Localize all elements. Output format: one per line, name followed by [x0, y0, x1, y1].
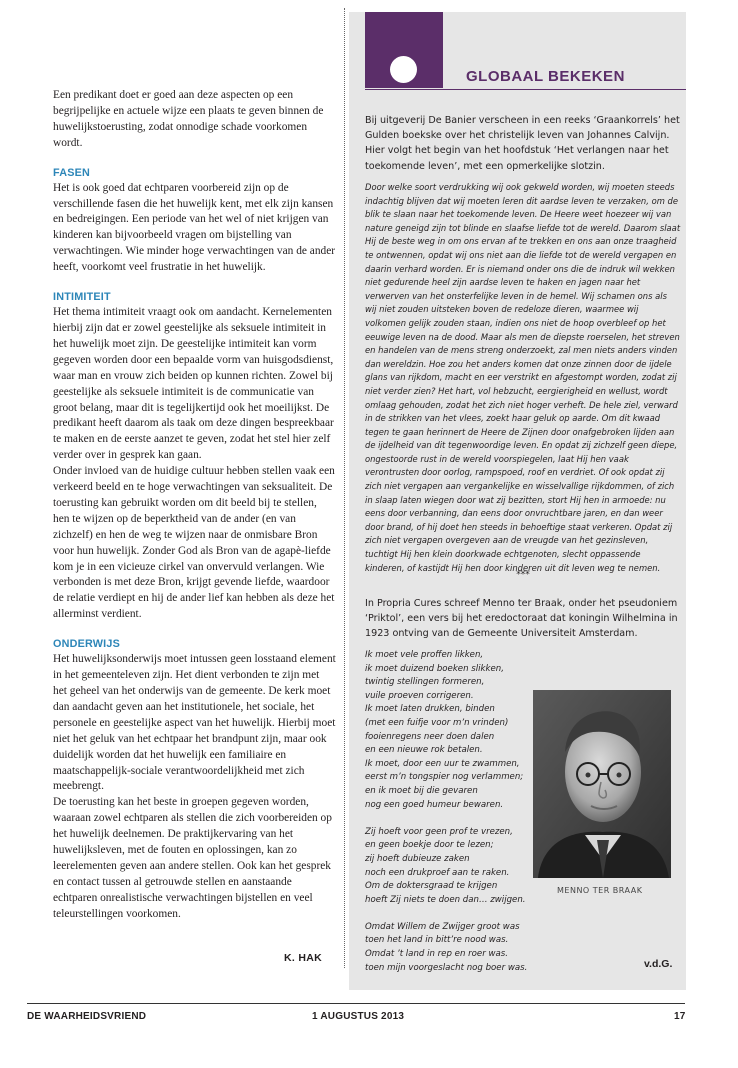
article-author: K. HAK: [284, 952, 322, 964]
poem-line: twintig stellingen formeren,: [365, 677, 485, 688]
page-number: 17: [674, 1011, 686, 1022]
calvijn-quote: Door welke soort verdrukking wij ook gekweld worden, wij moeten steeds indachtig blijven dat wij moeten leren dit aardse leven te verzaken, om de blik te slaan naar het toekomende leven. De Heere weet hoezeer wij van nature geneigd zijn tot blinde en slaafse liefde tot de wereld. Daarom slaat Hij de beste weg in om ons ervan af te trekken en ons aan onze traagheid te ontwennen, opdat wij ons niet aan die liefde tot de wereld vergapen en daarin verhard worden. Er is niemand onder ons die de indruk wil wekken niet gedurende heel zijn aardse leven te haken en jagen naar het verwerven van het onsterfelijke leven in de hemel. Wij schamen ons als wij niet zouden uitsteken boven de redeloze dieren, waarmee wij volkomen gelijk zouden staan, indien ons niet de hoop overbleef op het eeuwige leven na de dood. Maar als men de diepste roerselen, het streven en handelen van de mens streng onderzoekt, zal men niets anders vinden dan wereldzin. Hoe zou het anders komen dat onze zinnen door de ijdele glans van rijkdom, macht en eer verstrikt en afgestompt worden, zodat zij niet verder zien? Het hart, vol hebzucht, eergierigheid en wellust, wordt omlaag gehouden, zodat het zich niet hoger verheft. De hele ziel, verward in de strikken van het vlees, zoekt haar geluk op aarde. Om dit kwaad tegen te gaan herinnert de Heere de Zijnen door onafgebroken lijden aan de ijdelheid van dit tegenwoordige leven. En opdat zij zichzelf geen diepe, ongestoorde rust in de wereld voorspiegelen, laat Hij hen vaak verontrusten door oorlog, rampspoed, roof en verdriet. Of ook opdat zij zich niet vergapen aan vergankelijke en wisselvallige rijkdommen, of zich in slaap laten wiegen door wat zij bezitten, stort Hij hen in armoede: nu eens door verbanning, dan eens door onvruchtbare jaren, en dan weer door brand, of hij doet hen steeds in behoeftige staat verkeren. Opdat zij zich niet vergapen overgeven aan de vreugde van het gezinsleven, tuchtigt Hij hen klein doorkwade echtgenoten, slecht oppassende kinderen, of kastijdt Hij hen door kinderen uit dit leven weg te nemen.: [365, 182, 681, 573]
article-paragraph: De toerusting kan het beste in groepen gegeven worden, waaraan zowel echtparen als stellen die zich voorbereiden op het huwelijk deelnemen. De praktijkervaring van het huwelijksleven, met de fouten en oplossingen, kan zo leerelementen geven aan andere stellen. Ook kan het gesprek en contact tussen al getrouwde stellen en aanstaande echtparen onrealistische verwachtingen bijstellen en veel teleurstellingen voorkomen.: [53, 796, 332, 920]
poem-line: Omdat ’t land in rep en roer was.: [365, 949, 508, 960]
poem-line: Ik moet vele proffen likken,: [365, 650, 484, 660]
section-heading-onderwijs: ONDERWIJS: [53, 638, 120, 651]
section-heading-fasen: FASEN: [53, 166, 90, 179]
sidebar-author: v.d.G.: [644, 958, 673, 970]
poem-line: en ik moet bij die gevaren: [365, 785, 478, 796]
portrait-illustration: [533, 690, 671, 878]
poem-line: vuile proeven corrigeren.: [365, 690, 474, 701]
article-paragraph: Het huwelijksonderwijs moet intussen geen losstaand element in het gemeenteleven zijn. Het dient verbonden te zijn met het geheel van het onderwijs van de gemeente. De kerk moet dan aandacht geven aan het institutionele, het sociale, het personele en geestelijke aspect van het huwelijk. Hierbij moet niet het geluk van het echtpaar het brandpunt zijn, maar ook duidelijk worden dat het huwelijk een familiaire en maatschappelijk-sociale verantwoordelijkheid met zich meebrengt.: [53, 653, 336, 793]
poem-line: en een nieuwe rok betalen.: [365, 745, 483, 756]
section-separator: ***: [516, 570, 530, 580]
sidebar-intro-2: In Propria Cures schreef Menno ter Braak, onder het pseudoniem ‘Priktol’, een vers bij het eredoctoraat dat koningin Wilhelmina in 1923 ontving van de Gemeente Universiteit Amsterdam.: [365, 598, 678, 640]
poem-line: toen mijn voorgeslacht nog boer was.: [365, 962, 528, 973]
poem-line: Om de doktersgraad te krijgen: [365, 881, 498, 892]
magazine-name: DE WAARHEIDSVRIEND: [27, 1011, 147, 1022]
poem-line: nog een goed humeur bewaren.: [365, 799, 504, 810]
title-divider: [365, 89, 686, 90]
poem-line: (met een fuifje voor m’n vrinden): [365, 717, 509, 728]
poem-line: toen het land in bitt’re nood was.: [365, 935, 509, 946]
poem-line: Ik moet laten drukken, binden: [365, 704, 495, 715]
footer-divider: [27, 1003, 685, 1004]
article-paragraph: Het thema intimiteit vraagt ook om aandacht. Kernelementen hierbij zijn dat er zowel geestelijke als seksuele intimiteit in het huwelijk moet zijn. De geestelijke intimiteit kan vorm gegeven worden door een bepaalde vorm van huisgodsdienst, waar man en vrouw zich beiden op kunnen richten. Zowel bij geestelijke als seksuele intimiteit is de communicatie van groot belang, maar dit is tegelijkertijd ook het moeilijkst. De predikant heeft daarom als taak om deze dingen bespreekbaar te maken en de eerste aanzet te geven, zodat het stel hier zelf verder over in gesprek kan gaan.: [53, 306, 334, 462]
poem-line: eerst m’n tongspier nog verlammen;: [365, 772, 524, 783]
poem-line: zij hoeft dubieuze zaken: [365, 853, 470, 864]
sidebar-intro: Bij uitgeverij De Banier verscheen in een reeks ‘Graankorrels’ het Gulden boekske over het christelijk leven van Johannes Calvijn. Hier volgt het begin van het hoofdstuk ‘Het verlangen naar het toekomende leven’, met een opmerkelijke slotzin.: [365, 115, 680, 172]
sidebar-title: GLOBAAL BEKEKEN: [466, 68, 625, 85]
portrait-photo: [533, 690, 671, 878]
article-intro: Een predikant doet er goed aan deze aspecten op een begrijpelijke en actuele wijze een plaats te geven binnen de huwelijkstoerusting, zodat onnodige schade voorkomen wordt.: [53, 89, 324, 149]
section-heading-intimiteit: INTIMITEIT: [53, 291, 111, 304]
poem-line: Omdat Willem de Zwijger groot was: [365, 921, 520, 932]
article-paragraph: Onder invloed van de huidige cultuur hebben stellen vaak een verkeerd beeld en te hoge verwachtingen van seksualiteit. De toerusting kan gebruikt worden om dit beeld bij te stellen, hen te wijzen op de beperktheid van de ander (en van zichzelf) en hen de weg te wijzen naar de onmisbare Bron voor hun huwelijk. Zonder God als Bron van de agapè-liefde kom je in een vicieuze cirkel van onvervuld verlangen. Wie verbonden is met deze Bron, krijgt gevende liefde, waardoor de relatie verdiept en hij de ander lief kan hebben als deze het allerminst verdient.: [53, 465, 335, 621]
poem-line: fooienregens neer doen dalen: [365, 731, 495, 742]
article-paragraph: Het is ook goed dat echtparen voorbereid zijn op de verschillende fasen die het huwelijk kent, met elk zijn kansen en bedreigingen. Een periode van het wel of niet krijgen van kinderen kan bijvoorbeeld vragen om bijstelling van verwachtingen. Wie minder hoge verwachtingen van de ander heeft, voorkomt veel frustratie in het huwelijk.: [53, 181, 336, 274]
photo-caption: MENNO TER BRAAK: [557, 886, 643, 895]
poem-line: hoeft Zij niets te doen dan… zwijgen.: [365, 894, 526, 905]
circle-icon: [390, 56, 417, 83]
poem-line: en geen boekje door te lezen;: [365, 840, 494, 851]
article-column: [53, 88, 336, 923]
stanza-break: [365, 812, 535, 826]
poem: [365, 649, 535, 975]
poem-line: Ik moet, door een uur te zwammen,: [365, 758, 520, 769]
issue-date: 1 AUGUSTUS 2013: [312, 1011, 405, 1022]
column-divider: [344, 8, 345, 968]
stanza-break: [365, 907, 535, 921]
poem-line: Zij hoeft voor geen prof te vrezen,: [365, 826, 513, 837]
poem-line: ik moet duizend boeken slikken,: [365, 663, 504, 674]
poem-line: noch een drukproef aan te raken.: [365, 867, 510, 878]
